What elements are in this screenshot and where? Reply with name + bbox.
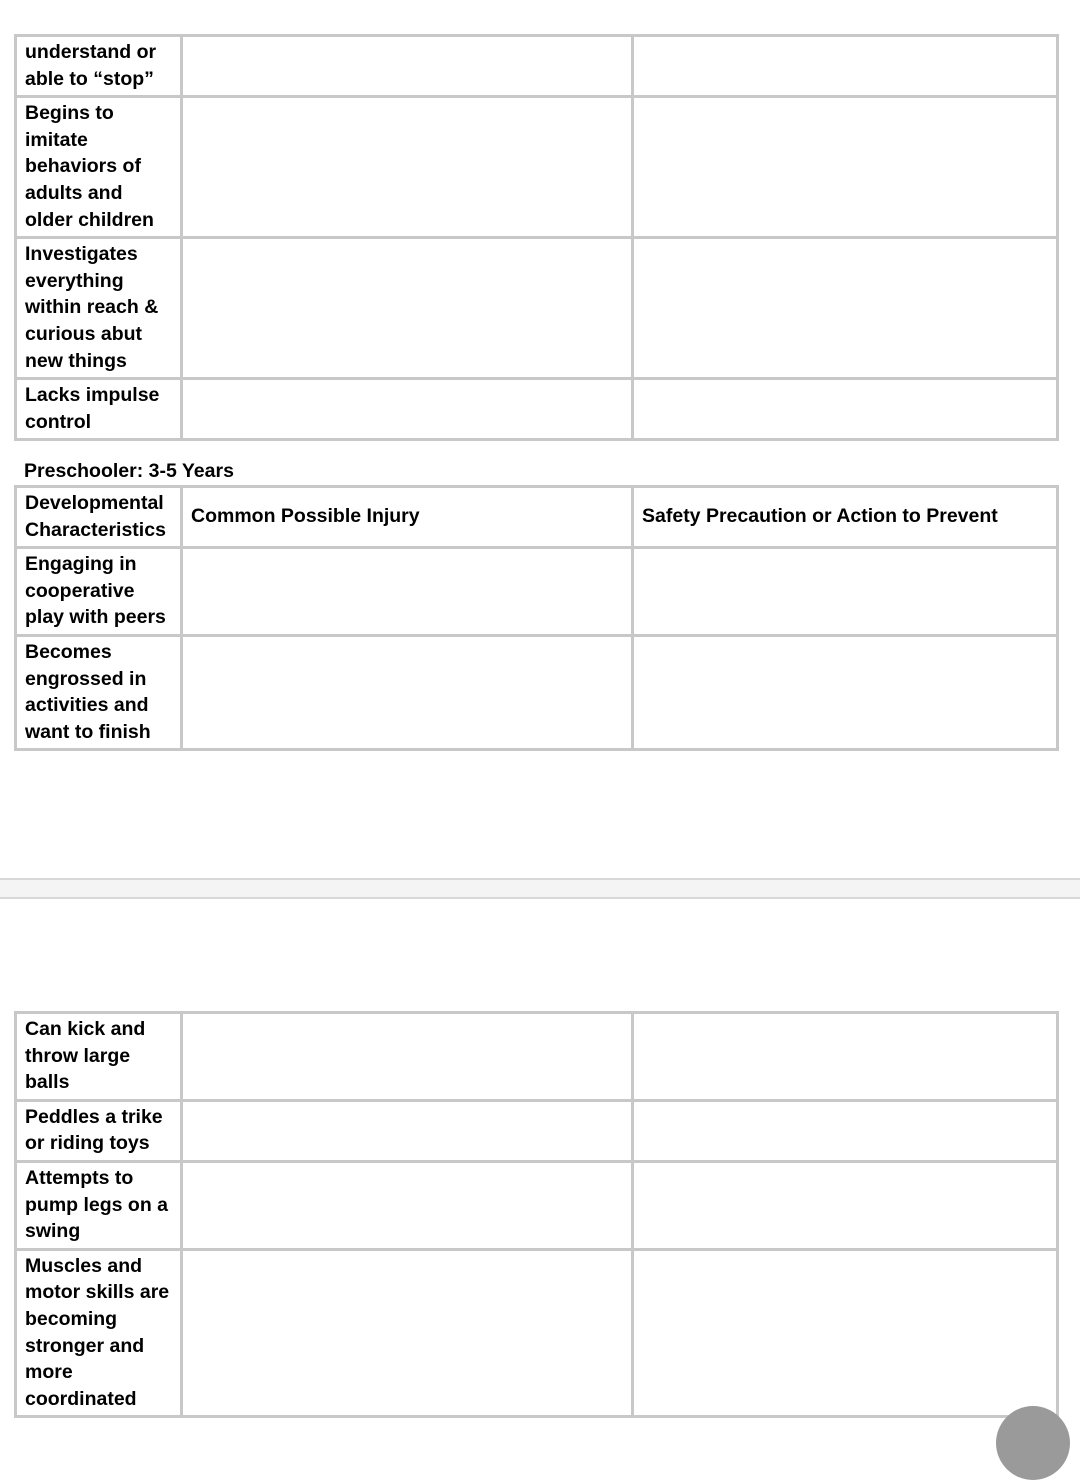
precaution-cell[interactable] (633, 1249, 1058, 1417)
precaution-cell[interactable] (633, 1013, 1058, 1101)
injury-cell[interactable] (182, 36, 633, 97)
preschool-safety-table (14, 485, 1059, 751)
table-row (16, 635, 1058, 749)
floating-scroll-handle[interactable] (996, 1406, 1070, 1480)
characteristic-cell: Begins to imitate behaviors of adults and older children (16, 97, 182, 238)
precaution-cell[interactable] (633, 238, 1058, 379)
injury-cell[interactable] (182, 97, 633, 238)
injury-cell[interactable] (182, 1249, 633, 1417)
toddler-safety-table (14, 34, 1059, 441)
characteristic-cell: Peddles a trike or riding toys (16, 1100, 182, 1161)
characteristic-cell: Becomes engrossed in activities and want to finish (16, 635, 182, 749)
precaution-cell[interactable] (633, 635, 1058, 749)
characteristic-cell: Can kick and throw large balls (16, 1013, 182, 1101)
characteristic-cell: Engaging in cooperative play with peers (16, 548, 182, 636)
table-row (16, 36, 1058, 97)
characteristic-cell: Muscles and motor skills are becoming stronger and more coordinated (16, 1249, 182, 1417)
injury-cell[interactable] (182, 548, 633, 636)
characteristic-cell: Investigates everything within reach & curious abut new things (16, 238, 182, 379)
precaution-cell[interactable] (633, 548, 1058, 636)
injury-cell[interactable] (182, 1013, 633, 1101)
table-row (16, 97, 1058, 238)
table-row (16, 1100, 1058, 1161)
preschool-safety-table-continued (14, 1011, 1059, 1418)
table-row (16, 238, 1058, 379)
characteristic-cell: Attempts to pump legs on a swing (16, 1161, 182, 1249)
precaution-cell[interactable] (633, 379, 1058, 440)
characteristic-cell: understand or able to “stop” (16, 36, 182, 97)
table-row (16, 1013, 1058, 1101)
table-row (16, 379, 1058, 440)
injury-cell[interactable] (182, 238, 633, 379)
table-row (16, 1161, 1058, 1249)
header-injury: Common Possible Injury (182, 487, 633, 548)
injury-cell[interactable] (182, 635, 633, 749)
document-page-2 (0, 899, 1080, 1452)
header-characteristics: Developmental Characteristics (16, 487, 182, 548)
precaution-cell[interactable] (633, 1100, 1058, 1161)
characteristic-cell: Lacks impulse control (16, 379, 182, 440)
section-title-preschooler: Preschooler: 3-5 Years (24, 460, 234, 482)
precaution-cell[interactable] (633, 97, 1058, 238)
page-gap (0, 880, 1080, 897)
injury-cell[interactable] (182, 1100, 633, 1161)
table-header-row (16, 487, 1058, 548)
precaution-cell[interactable] (633, 36, 1058, 97)
table-row (16, 548, 1058, 636)
precaution-cell[interactable] (633, 1161, 1058, 1249)
injury-cell[interactable] (182, 1161, 633, 1249)
injury-cell[interactable] (182, 379, 633, 440)
table-row (16, 1249, 1058, 1417)
header-precaution: Safety Precaution or Action to Prevent (633, 487, 1058, 548)
